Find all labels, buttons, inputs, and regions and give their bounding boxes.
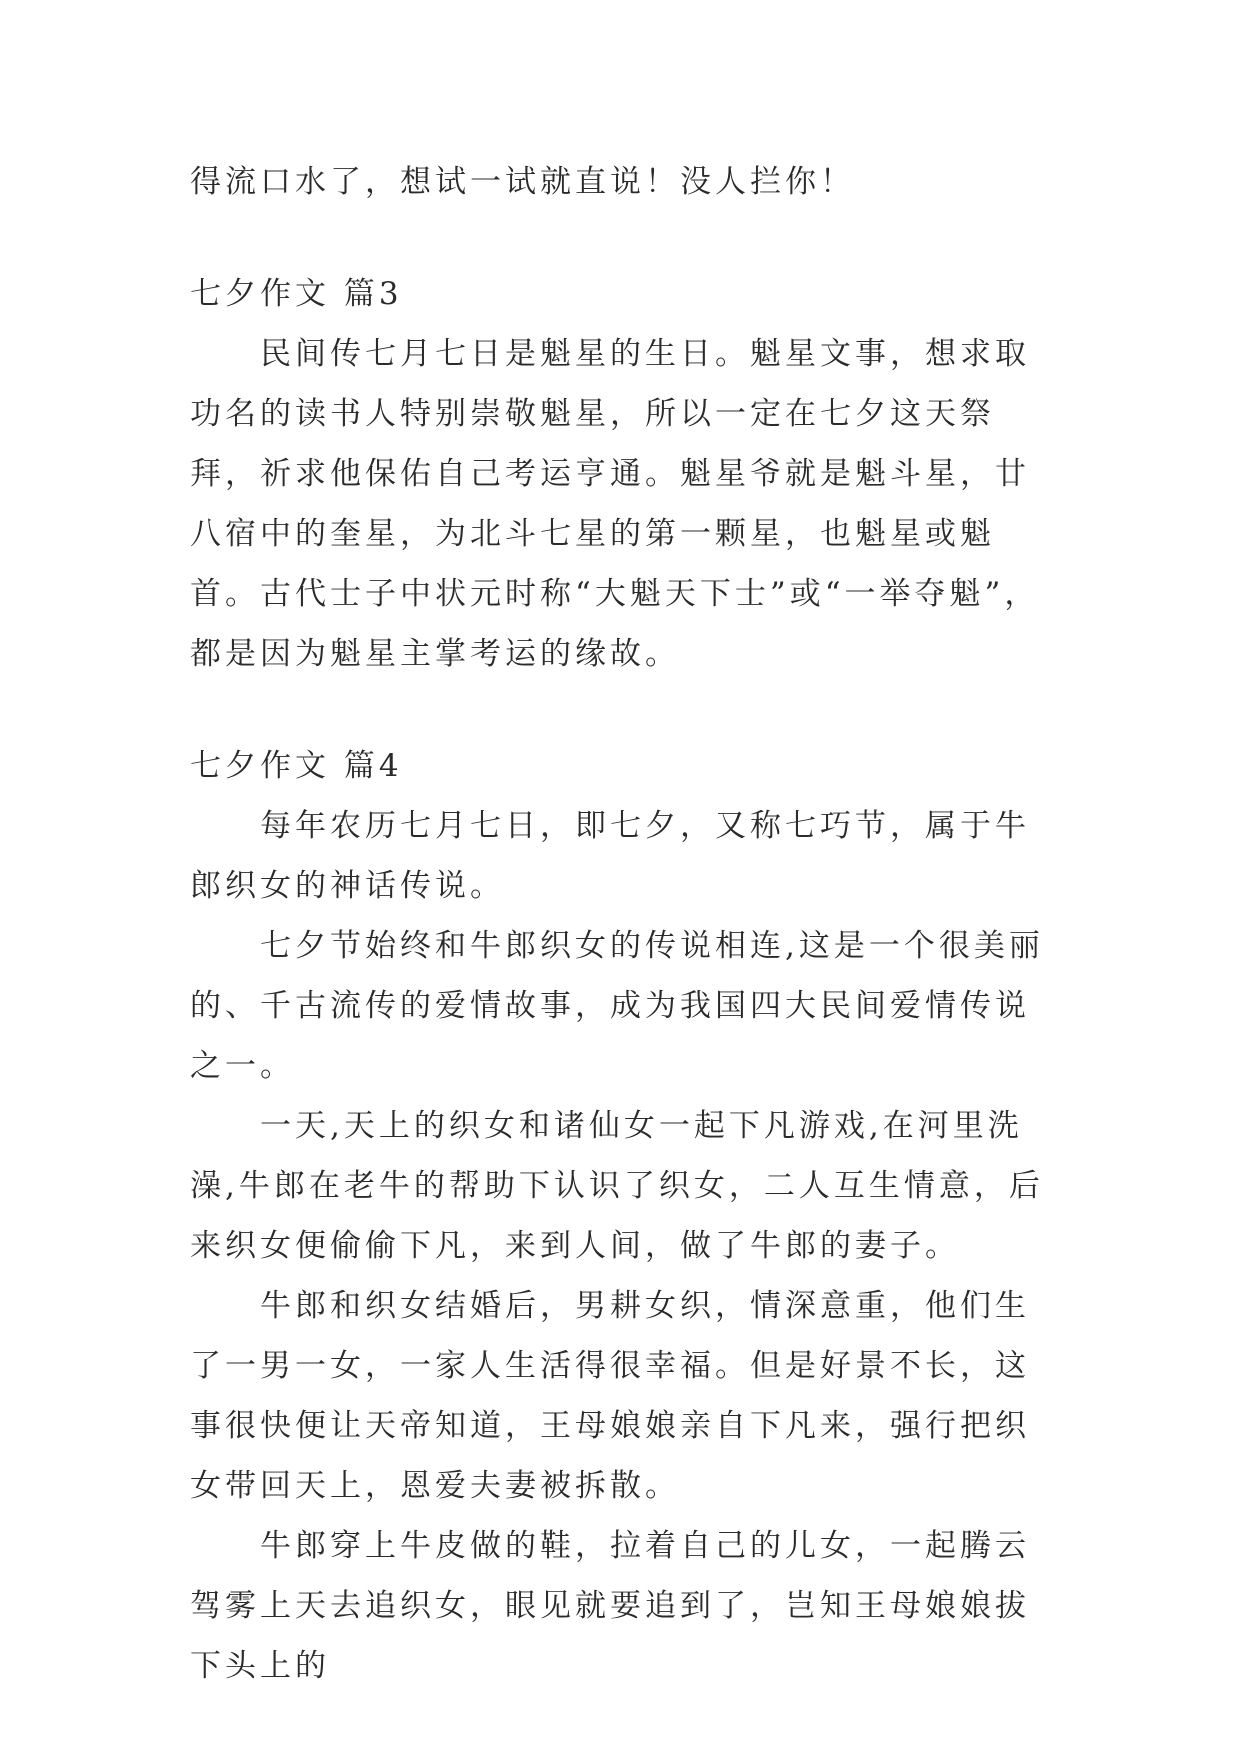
paragraph: 七夕节始终和牛郎织女的传说相连,这是一个很美丽的、千古流传的爱情故事，成为我国四大民间爱情传说之一。 — [190, 928, 1044, 1084]
paragraph: 民间传七月七日是魁星的生日。魁星文事，想求取功名的读书人特别崇敬魁星，所以一定在七夕这天祭拜，祈求他保佑自己考运亨通。魁星爷就是魁斗星，廿八宿中的奎星，为北斗七星的第一颗星，也魁星或魁首。古代士子中状元时称“大魁天下士”或“一举夺魁”，都是因为魁星主掌考运的缘故。 — [190, 336, 1040, 672]
document-page — [190, 152, 1060, 1696]
section-4 — [190, 736, 1060, 1696]
paragraph: 牛郎和织女结婚后，男耕女织，情深意重，他们生了一男一女，一家人生活得很幸福。但是好景不长，这事很快便让天帝知道，王母娘娘亲自下凡来，强行把织女带回天上，恩爱夫妻被拆散。 — [190, 1288, 1030, 1504]
section-heading: 七夕作文 篇4 — [190, 748, 403, 784]
section-heading: 七夕作文 篇3 — [190, 276, 403, 312]
lead-paragraph: 得流口水了，想试一试就直说！没人拦你！ — [190, 164, 855, 200]
paragraph: 每年农历七月七日，即七夕，又称七巧节，属于牛郎织女的神话传说。 — [190, 808, 1030, 904]
paragraph: 一天,天上的织女和诸仙女一起下凡游戏,在河里洗澡,牛郎在老牛的帮助下认识了织女，二人互生情意，后来织女便偷偷下凡，来到人间，做了牛郎的妻子。 — [190, 1108, 1044, 1264]
paragraph: 牛郎穿上牛皮做的鞋，拉着自己的儿女，一起腾云驾雾上天去追织女，眼见就要追到了，岂知王母娘娘拔下头上的 — [190, 1528, 1030, 1684]
section-3 — [190, 264, 1060, 684]
